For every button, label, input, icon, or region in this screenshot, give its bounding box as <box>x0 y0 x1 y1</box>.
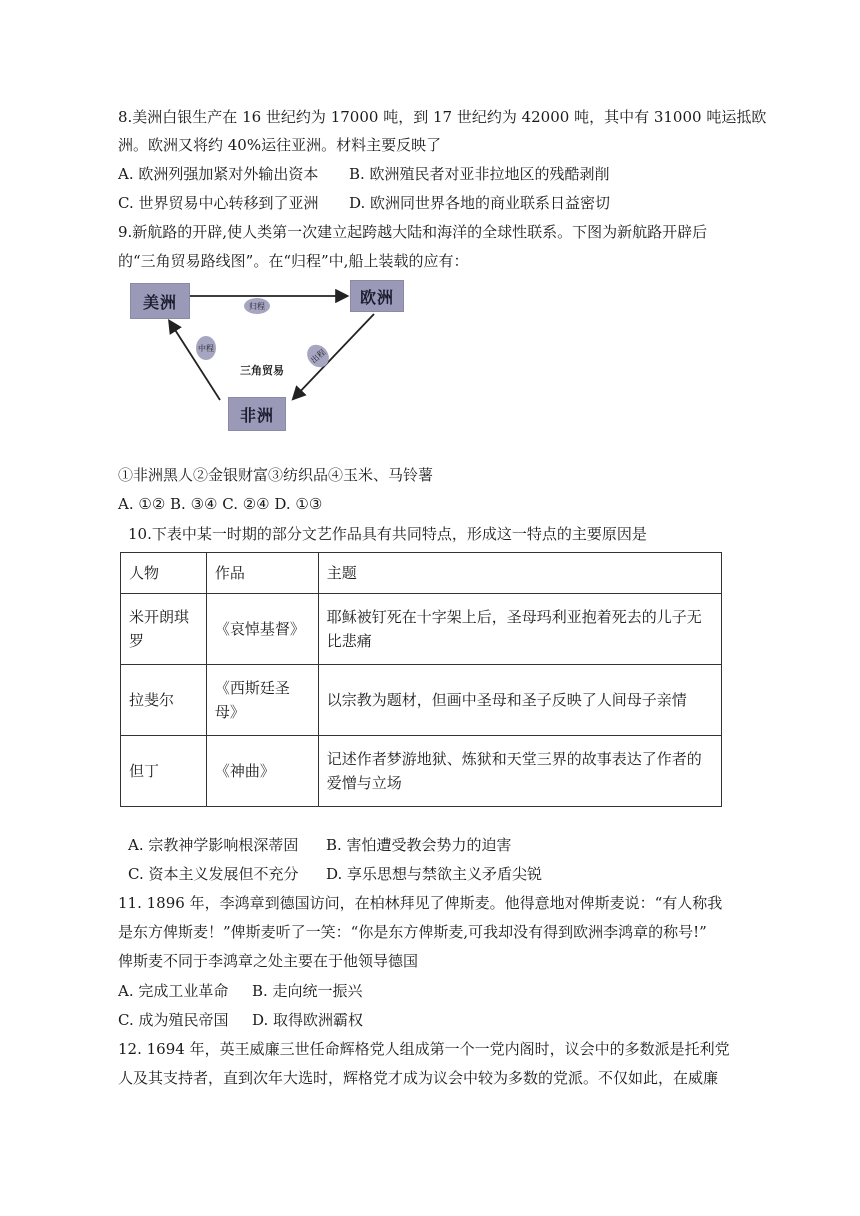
box-europe: 欧洲 <box>350 280 404 312</box>
header-person: 人物 <box>121 553 207 594</box>
q8-stem-line2: 洲。欧洲又将约 40%运往亚洲。材料主要反映了 <box>118 136 442 154</box>
cell-theme: 以宗教为题材，但画中圣母和圣子反映了人间母子亲情 <box>318 665 721 736</box>
q9-options[interactable]: A. ①② B. ③④ C. ②④ D. ①③ <box>118 495 323 513</box>
cell-person: 米开朗琪罗 <box>121 594 207 665</box>
cell-person: 但丁 <box>121 736 207 807</box>
cell-person: 拉斐尔 <box>121 665 207 736</box>
box-africa: 非洲 <box>228 397 286 431</box>
label-return-trip: 归程 <box>244 298 270 314</box>
q8-option-b[interactable]: B. 欧洲殖民者对亚非拉地区的残酷剥削 <box>349 165 610 183</box>
table-row <box>121 736 722 807</box>
header-theme: 主题 <box>318 553 721 594</box>
q12-stem-line1: 12. 1694 年，英王威廉三世任命辉格党人组成第一个一党内阁时，议会中的多数派是托利党 <box>118 1040 730 1058</box>
triangle-trade-diagram <box>128 280 403 430</box>
works-table <box>120 552 722 807</box>
cell-work: 《神曲》 <box>206 736 318 807</box>
q8-option-d[interactable]: D. 欧洲同世界各地的商业联系日益密切 <box>349 194 611 212</box>
label-outbound-trip: 出程 <box>303 340 334 371</box>
q8-stem-line1: 8.美洲白银生产在 16 世纪约为 17000 吨，到 17 世纪约为 42000 吨，其中有 31000 吨运抵欧 <box>118 108 767 126</box>
q9-stem-line2: 的“三角贸易路线图”。在“归程”中,船上装载的应有： <box>118 252 469 270</box>
q11-stem-line1: 11. 1896 年，李鸿章到德国访问，在柏林拜见了俾斯麦。他得意地对俾斯麦说：“有人称我 <box>118 894 723 912</box>
q9-stem-line1: 9.新航路的开辟,使人类第一次建立起跨越大陆和海洋的全球性联系。下图为新航路开辟后 <box>118 223 708 241</box>
cell-work: 《哀悼基督》 <box>206 594 318 665</box>
q11-option-d[interactable]: D. 取得欧洲霸权 <box>252 1011 364 1029</box>
table-header-row <box>121 553 722 594</box>
cell-theme: 记述作者梦游地狱、炼狱和天堂三界的故事表达了作者的爱憎与立场 <box>318 736 721 807</box>
label-triangle-trade: 三角贸易 <box>240 364 284 377</box>
q10-option-c[interactable]: C. 资本主义发展但不充分 <box>128 865 299 883</box>
table-row <box>121 594 722 665</box>
q11-option-a[interactable]: A. 完成工业革命 <box>118 982 229 1000</box>
box-america: 美洲 <box>130 283 190 319</box>
q12-stem-line2: 人及其支持者，直到次年大选时，辉格党才成为议会中较为多数的党派。不仅如此，在威廉 <box>118 1069 719 1087</box>
q11-option-c[interactable]: C. 成为殖民帝国 <box>118 1011 229 1029</box>
middle-route-arrow <box>170 322 220 400</box>
q10-stem: 10.下表中某一时期的部分文艺作品具有共同特点，形成这一特点的主要原因是 <box>128 525 647 543</box>
q10-option-a[interactable]: A. 宗教神学影响根深蒂固 <box>128 836 299 854</box>
header-work: 作品 <box>206 553 318 594</box>
q8-option-c[interactable]: C. 世界贸易中心转移到了亚洲 <box>118 194 319 212</box>
q10-option-d[interactable]: D. 享乐思想与禁欲主义矛盾尖锐 <box>326 865 543 883</box>
q11-option-b[interactable]: B. 走向统一振兴 <box>252 982 363 1000</box>
cell-theme: 耶稣被钉死在十字架上后，圣母玛利亚抱着死去的儿子无比悲痛 <box>318 594 721 665</box>
table-row <box>121 665 722 736</box>
q11-stem-line2: 是东方俾斯麦！”俾斯麦听了一笑：“你是东方俾斯麦,可我却没有得到欧洲李鸿章的称号!” <box>118 923 707 941</box>
q9-items: ①非洲黑人②金银财富③纺织品④玉米、马铃薯 <box>118 466 434 484</box>
q10-option-b[interactable]: B. 害怕遭受教会势力的迫害 <box>326 836 512 854</box>
cell-work: 《西斯廷圣母》 <box>206 665 318 736</box>
q11-stem-line3: 俾斯麦不同于李鸿章之处主要在于他领导德国 <box>118 952 419 970</box>
q8-option-a[interactable]: A. 欧洲列强加紧对外输出资本 <box>118 165 319 183</box>
label-middle-trip: 中程 <box>196 336 216 360</box>
